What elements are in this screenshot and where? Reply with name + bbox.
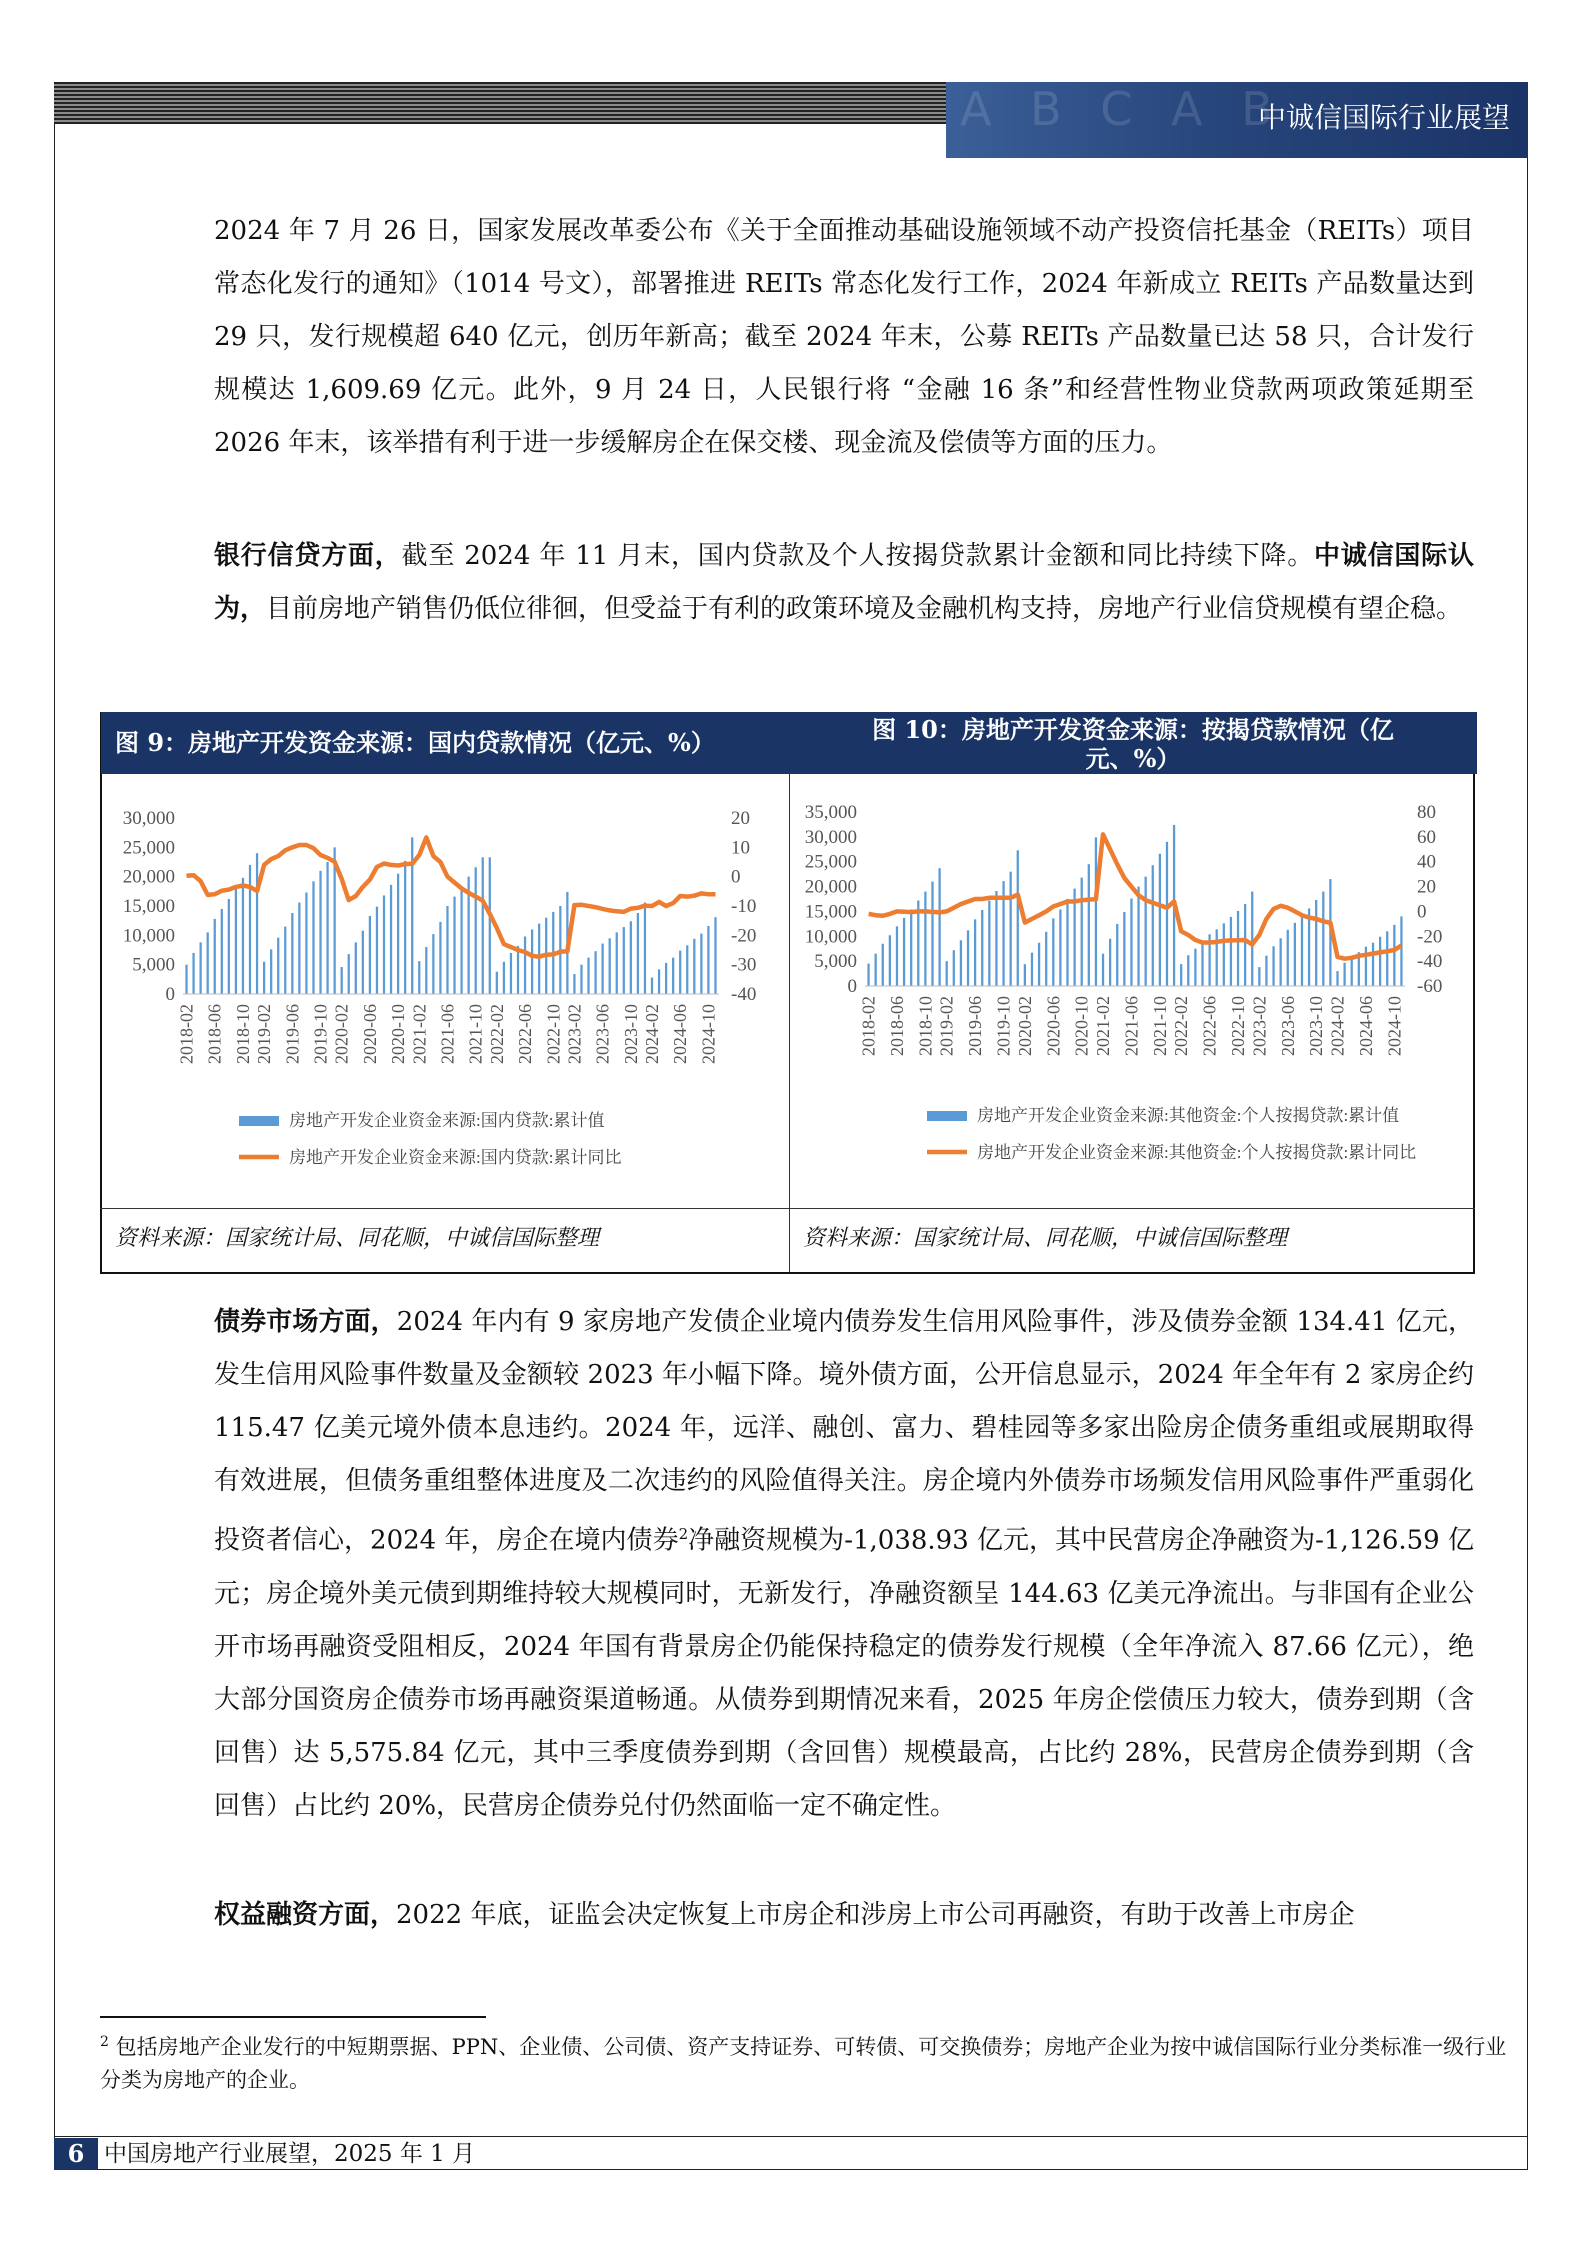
bank-credit-lead: 银行信贷方面，	[214, 541, 402, 571]
bar	[341, 967, 343, 994]
bar	[404, 861, 406, 994]
y-left-tick-label: 10,000	[804, 926, 857, 948]
bar	[1272, 946, 1274, 986]
footnote-text: 包括房地产企业发行的中短期票据、PPN、企业债、公司债、资产支持证券、可转债、可交换债券；房地产企业为按中诚信国际行业分类标准一级行业分类为房地产的企业。	[100, 2035, 1507, 2092]
bar	[1379, 937, 1381, 986]
bar	[263, 962, 265, 994]
y-left-tick-label: 0	[165, 984, 175, 1005]
footnote-ref[interactable]: 2	[678, 1525, 689, 1543]
bar	[644, 902, 646, 994]
bar	[1180, 964, 1182, 986]
x-tick-label: 2021-02	[1093, 996, 1113, 1056]
bar	[482, 857, 484, 994]
legend-label-bar: 房地产开发企业资金来源:国内贷款:累计值	[289, 1111, 605, 1130]
bar	[587, 958, 589, 994]
bar	[867, 964, 869, 986]
bar	[686, 945, 688, 994]
x-tick-label: 2023-06	[1277, 996, 1298, 1056]
bar	[658, 969, 660, 994]
bar	[1216, 929, 1218, 986]
bar	[439, 922, 441, 994]
x-tick-label: 2022-06	[515, 1004, 536, 1064]
bar	[256, 853, 258, 994]
figure-10-chart	[789, 776, 1475, 1208]
footnote-rule	[100, 2016, 486, 2018]
bar	[896, 926, 898, 986]
bar	[882, 944, 884, 986]
x-tick-label: 2024-06	[1355, 996, 1376, 1056]
bar	[390, 885, 392, 994]
bar	[1116, 924, 1118, 986]
bar	[510, 953, 512, 994]
bar	[1322, 892, 1324, 986]
bar	[1166, 842, 1168, 986]
bar	[651, 978, 653, 994]
legend-label-bar: 房地产开发企业资金来源:其他资金:个人按揭贷款:累计值	[977, 1106, 1400, 1125]
x-tick-label: 2018-02	[858, 996, 879, 1056]
bar	[270, 949, 272, 994]
bar	[503, 962, 505, 994]
bar	[1187, 955, 1189, 986]
ccxi-view-lead: 中诚信国际认为，	[214, 541, 1474, 624]
header-decoration: A B C A B	[960, 82, 1285, 136]
legend-label-line: 房地产开发企业资金来源:国内贷款:累计同比	[289, 1148, 622, 1167]
bar	[319, 871, 321, 994]
figure-9-panel	[101, 712, 789, 1272]
x-tick-label: 2024-10	[698, 1004, 719, 1064]
y-left-tick-label: 5,000	[132, 954, 175, 976]
y-left-tick-label: 25,000	[122, 837, 175, 859]
x-tick-label: 2021-02	[409, 1004, 430, 1064]
x-tick-label: 2022-06	[1199, 996, 1220, 1056]
figure-9-chart	[101, 776, 787, 1208]
x-tick-label: 2020-02	[331, 1004, 352, 1064]
bar	[1237, 911, 1239, 986]
bank-credit-text-a: 截至 2024 年 11 月末，国内贷款及个人按揭贷款累计金额和同比持续下降。	[401, 541, 1315, 571]
bar	[425, 947, 427, 994]
x-tick-label: 2024-10	[1384, 996, 1405, 1056]
yoy-series-line	[869, 834, 1402, 958]
x-tick-label: 2022-10	[1228, 996, 1248, 1056]
bar	[714, 917, 716, 994]
bar	[630, 921, 632, 994]
bar	[489, 857, 491, 994]
y-left-tick-label: 5,000	[814, 951, 857, 973]
x-tick-label: 2018-02	[176, 1004, 197, 1064]
y-right-tick-label: 20	[731, 808, 750, 829]
bar	[1123, 912, 1125, 986]
bar	[1308, 908, 1310, 986]
bar	[517, 946, 519, 994]
bond-market-text-a: 2024 年内有 9 家房地产发债企业境内债券发生信用风险事件，涉及债券金额 134.41 亿元，发生信用风险事件数量及金额较 2023 年小幅下降。境外债方面，公开信息显示，2024 年全年有 2 家房企约 115.47 亿美元境外债本息违约。2024 年，远洋、融创、富力、碧桂园等多家出险房企债务重组或展期取得有效进展，但债务重组整体进度及二次违约的风险值得关注。房企境内外债券市场频发信用风险事件严重弱化投资者信心，2024 年，房企在境内债券	[214, 1307, 1474, 1556]
bar	[609, 938, 611, 994]
bar	[1031, 953, 1033, 986]
y-left-tick-label: 25,000	[804, 851, 857, 873]
x-tick-label: 2020-06	[359, 1004, 380, 1064]
bar	[637, 913, 639, 994]
bar	[1223, 923, 1225, 986]
bar	[1024, 964, 1026, 986]
bar	[1095, 837, 1097, 986]
bar	[291, 913, 293, 994]
bar	[889, 935, 891, 986]
bar	[221, 909, 223, 994]
bar	[284, 927, 286, 994]
footnote	[100, 2026, 1520, 2097]
header-brand-title: 中诚信国际行业展望	[1257, 101, 1510, 134]
bar	[938, 868, 940, 986]
bar	[1372, 943, 1374, 986]
paragraph-reits-text: 2024 年 7 月 26 日，国家发展改革委公布《关于全面推动基础设施领域不动产投资信托基金（REITs）项目常态化发行的通知》（1014 号文），部署推进 REITs 常态化发行工作，2024 年新成立 REITs 产品数量达到 29 只，发行规模超 640 亿元，创历年新高；截至 2024 年末，公募 REITs 产品数量已达 58 只，合计发行规模达 1,609.69 亿元。此外，9 月 24 日，人民银行将 “金融 16 条”和经营性物业贷款两项政策延期至 2026 年末，该举措有利于进一步缓解房企在保交楼、现金流及偿债等方面的压力。	[214, 216, 1474, 458]
bond-market-text-b: 净融资规模为-1,038.93 亿元，其中民营房企净融资为-1,126.59 亿元；房企境外美元债到期维持较大规模同时，无新发行，净融资额呈 144.63 亿美元净流出。与非国有企业公开市场再融资受阻相反，2024 年国有背景房企仍能保持稳定的债券发行规模（全年净流入 87.66 亿元），绝大部分国资房企债券市场再融资渠道畅通。从债券到期情况来看，2025 年房企偿债压力较大，债券到期（含回售）达 5,575.84 亿元，其中三季度债券到期（含回售）规模最高，占比约 28%，民营房企债券到期（含回售）占比约 20%，民营房企债券兑付仍然面临一定不确定性。	[214, 1525, 1474, 1821]
bar	[383, 895, 385, 994]
bank-credit-text-b: 目前房地产销售仍低位徘徊，但受益于有利的政策环境及金融机构支持，房地产行业信贷规模有望企稳。	[266, 594, 1463, 624]
x-tick-label: 2019-06	[282, 1004, 303, 1064]
bar	[1010, 872, 1012, 986]
bar	[594, 951, 596, 994]
figure-9-title: 图 9：房地产开发资金来源：国内贷款情况（亿元、%）	[101, 712, 789, 774]
bar	[355, 942, 357, 994]
paragraph-equity	[214, 1889, 1474, 1942]
bar	[1038, 943, 1040, 986]
x-tick-label: 2021-10	[465, 1004, 486, 1064]
x-tick-label: 2023-02	[564, 1004, 585, 1064]
bar	[1194, 949, 1196, 986]
x-tick-label: 2024-02	[1327, 996, 1348, 1056]
y-right-tick-label: 10	[731, 837, 750, 859]
x-tick-label: 2019-10	[993, 996, 1014, 1056]
header-stripe-bar	[54, 82, 948, 124]
y-right-tick-label: 20	[1417, 876, 1436, 898]
bar	[312, 881, 314, 994]
bar	[1301, 915, 1303, 986]
x-tick-label: 2024-06	[670, 1004, 691, 1064]
x-tick-label: 2018-10	[915, 996, 936, 1056]
bar	[1258, 967, 1260, 986]
bond-market-lead: 债券市场方面，	[214, 1307, 397, 1337]
x-tick-label: 2021-10	[1149, 996, 1170, 1056]
y-right-tick-label: 80	[1417, 802, 1436, 823]
bar	[531, 929, 533, 994]
bar	[672, 958, 674, 994]
x-tick-label: 2020-02	[1014, 996, 1035, 1056]
bar	[1230, 917, 1232, 986]
bar	[524, 937, 526, 994]
bar	[1059, 909, 1061, 986]
bar	[1351, 957, 1353, 986]
bar	[1400, 916, 1402, 986]
x-tick-label: 2020-06	[1043, 996, 1064, 1056]
bar	[242, 878, 244, 994]
bar	[946, 961, 948, 986]
bar	[580, 965, 582, 994]
bar	[418, 961, 420, 994]
x-tick-label: 2018-06	[887, 996, 907, 1056]
bar	[305, 893, 307, 994]
y-right-tick-label: -10	[731, 896, 757, 917]
y-left-tick-label: 0	[847, 976, 857, 997]
y-left-tick-label: 10,000	[122, 925, 175, 947]
bar	[1017, 850, 1019, 986]
x-tick-label: 2019-02	[254, 1004, 275, 1064]
bar	[277, 938, 279, 994]
paragraph-bank-credit	[214, 530, 1474, 636]
bar	[953, 950, 955, 986]
bar	[1315, 900, 1317, 986]
x-tick-label: 2019-06	[965, 996, 986, 1056]
bar	[1294, 923, 1296, 986]
bar	[875, 954, 877, 986]
bar	[369, 916, 371, 994]
bar	[1244, 904, 1246, 986]
legend-swatch-bar	[927, 1111, 967, 1121]
footer-rule	[54, 2136, 1528, 2137]
page-number: 6	[54, 2138, 98, 2170]
bar	[1152, 865, 1154, 986]
x-tick-label: 2023-10	[1306, 996, 1327, 1056]
bar	[326, 862, 328, 994]
bar	[496, 972, 498, 994]
bar	[185, 965, 187, 994]
bar	[432, 934, 434, 994]
bar	[679, 951, 681, 994]
bar	[693, 939, 695, 994]
y-right-tick-label: 0	[731, 866, 741, 888]
y-right-tick-label: -20	[1417, 926, 1443, 948]
bar	[623, 927, 625, 994]
bar	[376, 907, 378, 994]
bar	[214, 919, 216, 994]
bar	[707, 926, 709, 994]
x-tick-label: 2023-10	[620, 1004, 641, 1064]
bar	[1336, 971, 1338, 986]
bar	[988, 900, 990, 986]
legend-swatch-bar	[239, 1116, 279, 1126]
bar	[931, 882, 933, 986]
bar	[1265, 956, 1267, 986]
figure-10-title	[789, 712, 1477, 774]
bar	[1102, 954, 1104, 986]
bar	[460, 887, 462, 994]
figure-10-panel	[789, 712, 1477, 1272]
bar	[362, 931, 364, 994]
bar	[1201, 942, 1203, 986]
bar	[348, 954, 350, 994]
equity-text: 2022 年底，证监会决定恢复上市房企和涉房上市公司再融资，有助于改善上市房企	[396, 1900, 1355, 1930]
x-tick-label: 2022-02	[486, 1004, 507, 1064]
bar	[298, 902, 300, 994]
x-tick-label: 2021-06	[437, 1004, 458, 1064]
bar	[1287, 930, 1289, 986]
y-right-tick-label: -60	[1417, 976, 1443, 997]
figure-10-title-line1: 图 10：房地产开发资金来源：按揭贷款情况（亿	[872, 715, 1394, 744]
x-tick-label: 2023-06	[592, 1004, 613, 1064]
y-left-tick-label: 20,000	[122, 866, 175, 888]
bar	[665, 963, 667, 994]
footer-text: 中国房地产行业展望，2025 年 1 月	[104, 2141, 476, 2167]
bar	[1088, 864, 1090, 986]
bar	[1251, 892, 1253, 986]
figure-9-source: 资料来源：国家统计局、同花顺，中诚信国际整理	[115, 1226, 600, 1251]
bar	[910, 909, 912, 986]
yoy-series-line	[187, 837, 716, 956]
bar	[573, 974, 575, 994]
bar	[207, 932, 209, 994]
x-tick-label: 2024-02	[642, 1004, 662, 1064]
footnote-mark: 2	[100, 2034, 109, 2050]
bar	[974, 919, 976, 986]
bar	[249, 865, 251, 994]
bar	[397, 874, 399, 994]
bar	[1109, 939, 1111, 986]
paragraph-bond-market	[214, 1296, 1474, 1833]
x-tick-label: 2020-10	[1071, 996, 1092, 1056]
bar	[981, 910, 983, 986]
x-tick-label: 2022-02	[1171, 996, 1192, 1056]
bar	[228, 899, 230, 994]
bar	[1145, 877, 1147, 986]
y-left-tick-label: 20,000	[804, 876, 857, 898]
y-right-tick-label: 40	[1417, 851, 1436, 873]
bar	[1052, 918, 1054, 986]
y-left-tick-label: 35,000	[804, 802, 857, 823]
bar	[1386, 931, 1388, 986]
bar	[1130, 899, 1132, 987]
bar	[1343, 963, 1345, 986]
x-tick-label: 2021-06	[1121, 996, 1142, 1056]
bar	[960, 940, 962, 986]
paragraph-reits	[214, 205, 1474, 470]
bar	[1081, 878, 1083, 986]
figure-10-source: 资料来源：国家统计局、同花顺，中诚信国际整理	[803, 1226, 1288, 1251]
bar	[995, 891, 997, 986]
bar	[1045, 932, 1047, 986]
y-right-tick-label: -30	[731, 954, 757, 976]
x-tick-label: 2019-02	[936, 996, 957, 1056]
bar	[235, 888, 237, 994]
bar	[924, 892, 926, 986]
bar	[1280, 938, 1282, 986]
x-tick-label: 2023-02	[1249, 996, 1270, 1056]
x-tick-label: 2018-06	[204, 1004, 225, 1064]
y-right-tick-label: -20	[731, 925, 757, 947]
x-tick-label: 2018-10	[232, 1004, 253, 1064]
bar	[903, 918, 905, 986]
bar	[1393, 925, 1395, 986]
legend-label-line: 房地产开发企业资金来源:其他资金:个人按揭贷款:累计同比	[977, 1143, 1417, 1162]
bar	[1159, 854, 1161, 986]
y-left-tick-label: 15,000	[122, 896, 175, 917]
x-tick-label: 2019-10	[310, 1004, 331, 1064]
y-right-tick-label: 0	[1417, 901, 1427, 923]
y-left-tick-label: 30,000	[122, 808, 175, 829]
bar	[446, 906, 448, 994]
bar	[1066, 899, 1068, 986]
bar	[475, 867, 477, 994]
bar	[1137, 887, 1139, 986]
y-right-tick-label: 60	[1417, 826, 1436, 848]
y-right-tick-label: -40	[731, 984, 757, 1005]
y-left-tick-label: 15,000	[804, 901, 857, 923]
bar	[200, 942, 202, 994]
bar	[453, 897, 455, 994]
bar	[616, 932, 618, 994]
x-tick-label: 2020-10	[388, 1004, 409, 1064]
y-right-tick-label: -40	[1417, 951, 1443, 973]
bar	[967, 930, 969, 986]
bar	[192, 953, 194, 994]
figure-10-title-line2: 元、%）	[1085, 744, 1181, 773]
equity-lead: 权益融资方面，	[214, 1900, 397, 1930]
y-left-tick-label: 30,000	[804, 826, 857, 848]
x-tick-label: 2022-10	[543, 1004, 564, 1064]
bar	[602, 944, 604, 994]
header-brand-banner	[946, 82, 1528, 158]
bar	[700, 934, 702, 994]
